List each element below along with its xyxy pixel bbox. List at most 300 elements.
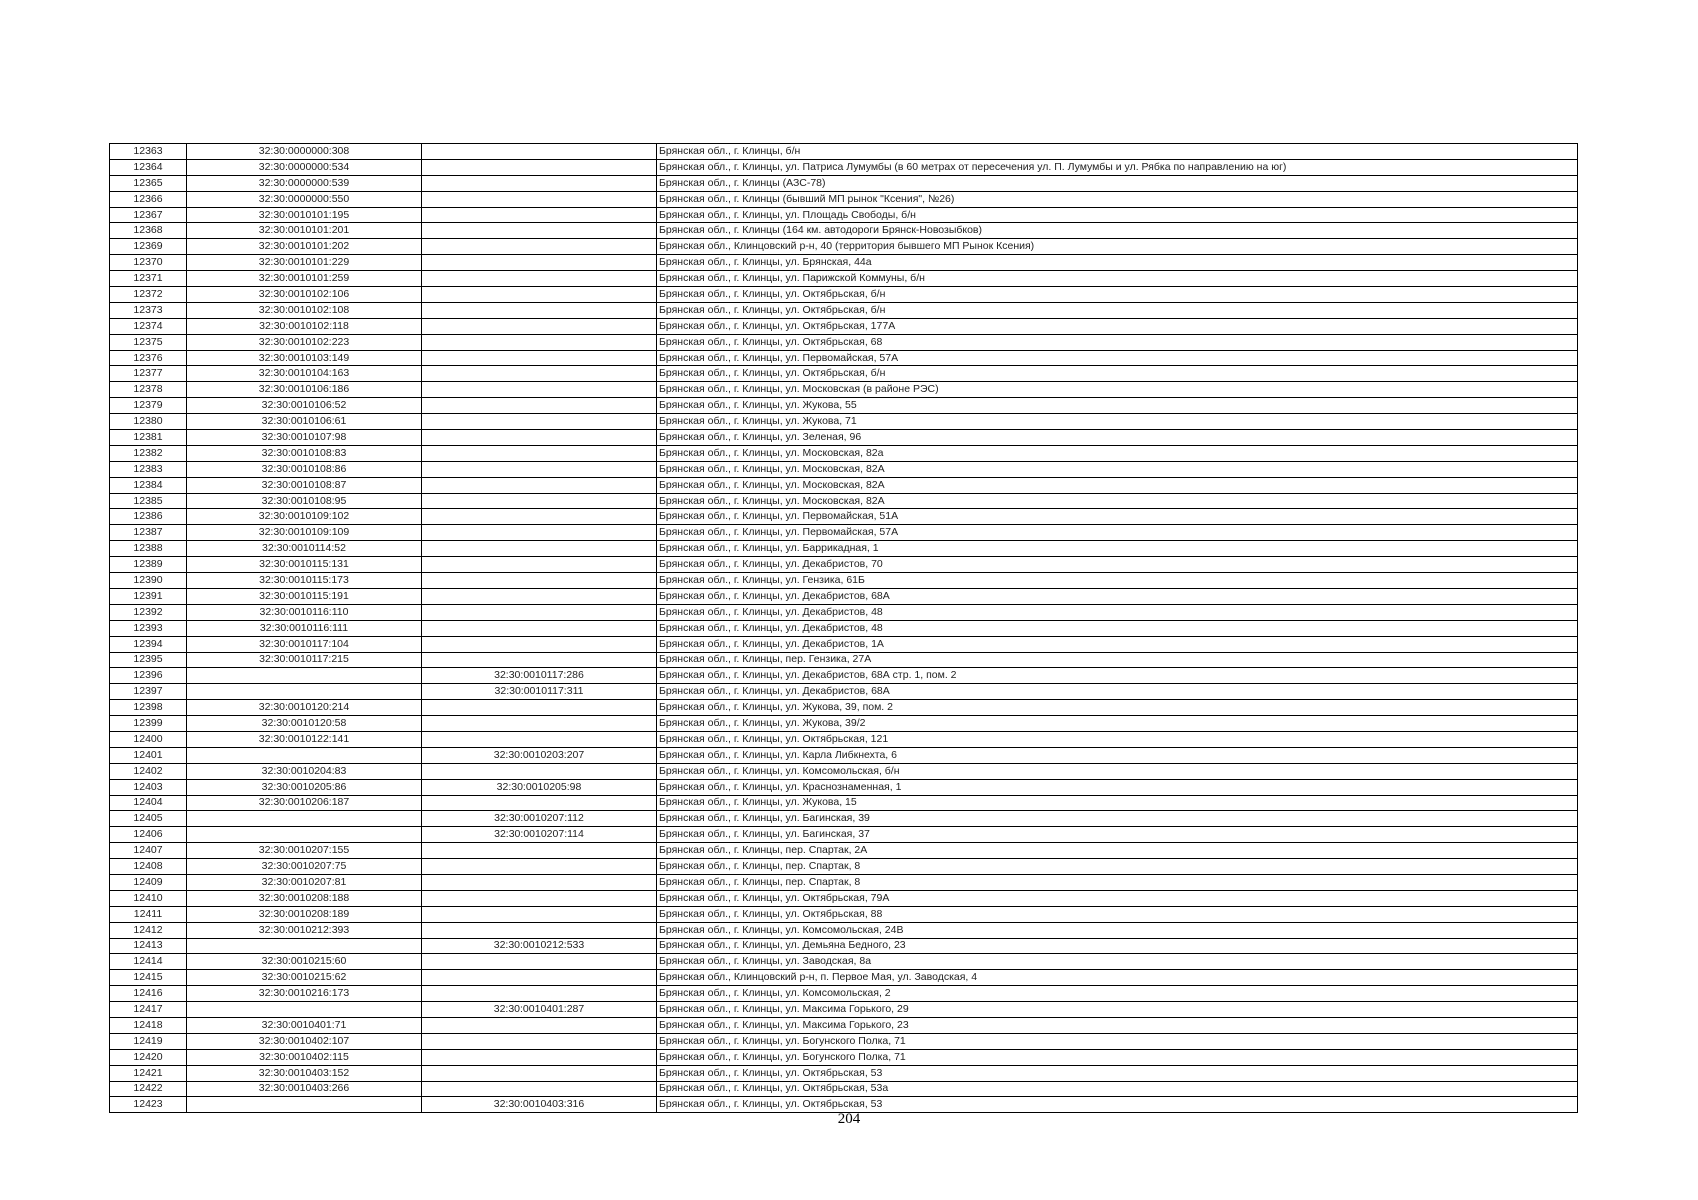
address-cell: Брянская обл., г. Клинцы, ул. Московская (в районе РЭС) [657,382,1578,398]
row-number-cell: 12400 [110,731,187,747]
row-number-cell: 12374 [110,318,187,334]
row-number-cell: 12363 [110,144,187,160]
cadastral-number-cell: 32:30:0010102:223 [187,334,422,350]
table-row [110,1049,1578,1065]
table-row [110,159,1578,175]
address-cell: Брянская обл., Клинцовский р-н, п. Первое Мая, ул. Заводская, 4 [657,970,1578,986]
cadastral-number-cell: 32:30:0010114:52 [187,541,422,557]
address-cell: Брянская обл., г. Клинцы, ул. Жукова, 39, пом. 2 [657,700,1578,716]
address-cell: Брянская обл., г. Клинцы, ул. Октябрьская, 121 [657,731,1578,747]
related-cadastral-number-cell [422,763,657,779]
row-number-cell: 12391 [110,588,187,604]
address-cell: Брянская обл., г. Клинцы, ул. Краснознаменная, 1 [657,779,1578,795]
related-cadastral-number-cell [422,287,657,303]
cadastral-number-cell: 32:30:0010102:108 [187,302,422,318]
row-number-cell: 12422 [110,1081,187,1097]
related-cadastral-number-cell [422,588,657,604]
cadastral-number-cell: 32:30:0010103:149 [187,350,422,366]
address-cell: Брянская обл., г. Клинцы, пер. Спартак, 2А [657,843,1578,859]
address-cell: Брянская обл., г. Клинцы, ул. Зеленая, 96 [657,430,1578,446]
address-cell: Брянская обл., г. Клинцы, ул. Площадь Свободы, б/н [657,207,1578,223]
address-cell: Брянская обл., г. Клинцы, ул. Багинская, 39 [657,811,1578,827]
cadastral-number-cell: 32:30:0010106:186 [187,382,422,398]
table-row [110,1017,1578,1033]
cadastral-number-cell [187,684,422,700]
cadastral-number-cell [187,1002,422,1018]
row-number-cell: 12369 [110,239,187,255]
address-cell: Брянская обл., г. Клинцы, ул. Багинская, 37 [657,827,1578,843]
related-cadastral-number-cell [422,334,657,350]
address-cell: Брянская обл., г. Клинцы, пер. Гензика, 27А [657,652,1578,668]
row-number-cell: 12379 [110,398,187,414]
table-row [110,636,1578,652]
cadastral-number-cell: 32:30:0010120:58 [187,716,422,732]
table-row [110,271,1578,287]
property-register-table [109,143,1578,1113]
cadastral-number-cell: 32:30:0010108:87 [187,477,422,493]
address-cell: Брянская обл., г. Клинцы, ул. Московская, 82А [657,493,1578,509]
table-row [110,430,1578,446]
address-cell: Брянская обл., г. Клинцы, ул. Заводская, 8а [657,954,1578,970]
address-cell: Брянская обл., г. Клинцы, ул. Комсомольская, 24В [657,922,1578,938]
cadastral-number-cell: 32:30:0010101:229 [187,255,422,271]
row-number-cell: 12407 [110,843,187,859]
related-cadastral-number-cell [422,271,657,287]
address-cell: Брянская обл., г. Клинцы, ул. Карла Либкнехта, 6 [657,747,1578,763]
related-cadastral-number-cell [422,207,657,223]
related-cadastral-number-cell [422,652,657,668]
cadastral-number-cell: 32:30:0010403:152 [187,1065,422,1081]
related-cadastral-number-cell: 32:30:0010401:287 [422,1002,657,1018]
related-cadastral-number-cell: 32:30:0010403:316 [422,1097,657,1113]
row-number-cell: 12395 [110,652,187,668]
table-row [110,350,1578,366]
related-cadastral-number-cell: 32:30:0010117:286 [422,668,657,684]
page-number: 204 [837,1111,861,1127]
address-cell: Брянская обл., г. Клинцы (164 км. автодороги Брянск-Новозыбков) [657,223,1578,239]
address-cell: Брянская обл., г. Клинцы, ул. Декабристов, 1А [657,636,1578,652]
table-row [110,398,1578,414]
related-cadastral-number-cell [422,144,657,160]
table-row [110,1081,1578,1097]
address-cell: Брянская обл., г. Клинцы, ул. Декабристов, 48 [657,604,1578,620]
cadastral-number-cell: 32:30:0000000:308 [187,144,422,160]
related-cadastral-number-cell [422,541,657,557]
table-row [110,255,1578,271]
related-cadastral-number-cell [422,477,657,493]
related-cadastral-number-cell [422,874,657,890]
table-row [110,1065,1578,1081]
table-row [110,144,1578,160]
row-number-cell: 12367 [110,207,187,223]
row-number-cell: 12366 [110,191,187,207]
row-number-cell: 12417 [110,1002,187,1018]
related-cadastral-number-cell: 32:30:0010205:98 [422,779,657,795]
row-number-cell: 12401 [110,747,187,763]
address-cell: Брянская обл., г. Клинцы, ул. Октябрьская, 68 [657,334,1578,350]
table-row [110,207,1578,223]
related-cadastral-number-cell [422,175,657,191]
related-cadastral-number-cell [422,430,657,446]
address-cell: Брянская обл., г. Клинцы, ул. Декабристов, 68А [657,684,1578,700]
cadastral-number-cell: 32:30:0010101:202 [187,239,422,255]
table-row [110,175,1578,191]
related-cadastral-number-cell: 32:30:0010203:207 [422,747,657,763]
cadastral-number-cell: 32:30:0010215:62 [187,970,422,986]
related-cadastral-number-cell [422,890,657,906]
related-cadastral-number-cell [422,493,657,509]
cadastral-number-cell: 32:30:0010116:111 [187,620,422,636]
row-number-cell: 12418 [110,1017,187,1033]
cadastral-number-cell [187,668,422,684]
row-number-cell: 12416 [110,986,187,1002]
related-cadastral-number-cell [422,1065,657,1081]
related-cadastral-number-cell [422,843,657,859]
related-cadastral-number-cell [422,318,657,334]
related-cadastral-number-cell [422,366,657,382]
row-number-cell: 12408 [110,859,187,875]
cadastral-number-cell: 32:30:0010116:110 [187,604,422,620]
related-cadastral-number-cell [422,414,657,430]
cadastral-number-cell: 32:30:0000000:534 [187,159,422,175]
address-cell: Брянская обл., г. Клинцы, ул. Первомайская, 51А [657,509,1578,525]
row-number-cell: 12398 [110,700,187,716]
address-cell: Брянская обл., г. Клинцы, ул. Декабристов, 48 [657,620,1578,636]
cadastral-number-cell: 32:30:0010208:189 [187,906,422,922]
related-cadastral-number-cell [422,557,657,573]
related-cadastral-number-cell [422,382,657,398]
table-row [110,620,1578,636]
address-cell: Брянская обл., г. Клинцы, ул. Гензика, 61Б [657,573,1578,589]
related-cadastral-number-cell [422,1033,657,1049]
row-number-cell: 12375 [110,334,187,350]
cadastral-number-cell: 32:30:0010120:214 [187,700,422,716]
row-number-cell: 12382 [110,445,187,461]
cadastral-number-cell: 32:30:0010101:195 [187,207,422,223]
row-number-cell: 12373 [110,302,187,318]
table-row [110,922,1578,938]
address-cell: Брянская обл., г. Клинцы, ул. Жукова, 71 [657,414,1578,430]
table-row [110,588,1578,604]
table-row [110,700,1578,716]
related-cadastral-number-cell [422,906,657,922]
row-number-cell: 12423 [110,1097,187,1113]
table-row [110,302,1578,318]
address-cell: Брянская обл., г. Клинцы, ул. Октябрьская, б/н [657,302,1578,318]
address-cell: Брянская обл., г. Клинцы, ул. Жукова, 39/2 [657,716,1578,732]
table-row [110,890,1578,906]
cadastral-number-cell: 32:30:0010212:393 [187,922,422,938]
address-cell: Брянская обл., г. Клинцы, б/н [657,144,1578,160]
table-row [110,843,1578,859]
cadastral-number-cell [187,827,422,843]
table-row [110,827,1578,843]
row-number-cell: 12389 [110,557,187,573]
row-number-cell: 12378 [110,382,187,398]
cadastral-number-cell: 32:30:0010106:61 [187,414,422,430]
table-row [110,779,1578,795]
row-number-cell: 12381 [110,430,187,446]
related-cadastral-number-cell [422,1049,657,1065]
address-cell: Брянская обл., г. Клинцы, ул. Московская, 82А [657,477,1578,493]
table-row [110,414,1578,430]
table-row [110,318,1578,334]
address-cell: Брянская обл., г. Клинцы, ул. Октябрьская, 79А [657,890,1578,906]
row-number-cell: 12397 [110,684,187,700]
table-row [110,747,1578,763]
table-row [110,1033,1578,1049]
row-number-cell: 12372 [110,287,187,303]
related-cadastral-number-cell [422,398,657,414]
address-cell: Брянская обл., г. Клинцы, ул. Парижской Коммуны, б/н [657,271,1578,287]
address-cell: Брянская обл., г. Клинцы (АЗС-78) [657,175,1578,191]
related-cadastral-number-cell [422,1017,657,1033]
row-number-cell: 12414 [110,954,187,970]
row-number-cell: 12402 [110,763,187,779]
related-cadastral-number-cell [422,970,657,986]
cadastral-number-cell: 32:30:0000000:539 [187,175,422,191]
row-number-cell: 12419 [110,1033,187,1049]
table-row [110,811,1578,827]
table-row [110,1002,1578,1018]
related-cadastral-number-cell [422,795,657,811]
row-number-cell: 12386 [110,509,187,525]
cadastral-number-cell: 32:30:0010101:259 [187,271,422,287]
row-number-cell: 12409 [110,874,187,890]
row-number-cell: 12404 [110,795,187,811]
address-cell: Брянская обл., г. Клинцы, ул. Максима Горького, 23 [657,1017,1578,1033]
table-row [110,716,1578,732]
table-row [110,191,1578,207]
table-row [110,239,1578,255]
table-row [110,334,1578,350]
row-number-cell: 12388 [110,541,187,557]
address-cell: Брянская обл., г. Клинцы (бывший МП рынок "Ксения", №26) [657,191,1578,207]
cadastral-number-cell: 32:30:0010104:163 [187,366,422,382]
cadastral-number-cell: 32:30:0010109:102 [187,509,422,525]
row-number-cell: 12387 [110,525,187,541]
cadastral-number-cell: 32:30:0010106:52 [187,398,422,414]
address-cell: Брянская обл., г. Клинцы, ул. Октябрьская, б/н [657,287,1578,303]
table-row [110,970,1578,986]
table-row [110,223,1578,239]
row-number-cell: 12399 [110,716,187,732]
cadastral-number-cell [187,747,422,763]
related-cadastral-number-cell [422,986,657,1002]
table-row [110,287,1578,303]
table-row [110,557,1578,573]
row-number-cell: 12415 [110,970,187,986]
cadastral-number-cell: 32:30:0010108:86 [187,461,422,477]
related-cadastral-number-cell [422,1081,657,1097]
table-row [110,573,1578,589]
address-cell: Брянская обл., г. Клинцы, ул. Октябрьская, 88 [657,906,1578,922]
related-cadastral-number-cell [422,525,657,541]
address-cell: Брянская обл., г. Клинцы, ул. Московская, 82А [657,461,1578,477]
address-cell: Брянская обл., г. Клинцы, ул. Октябрьская, б/н [657,366,1578,382]
row-number-cell: 12370 [110,255,187,271]
address-cell: Брянская обл., г. Клинцы, ул. Максима Горького, 29 [657,1002,1578,1018]
address-cell: Брянская обл., г. Клинцы, ул. Богунского Полка, 71 [657,1049,1578,1065]
address-cell: Брянская обл., г. Клинцы, ул. Брянская, 44а [657,255,1578,271]
row-number-cell: 12405 [110,811,187,827]
cadastral-number-cell: 32:30:0010115:173 [187,573,422,589]
row-number-cell: 12393 [110,620,187,636]
address-cell: Брянская обл., г. Клинцы, ул. Московская, 82а [657,445,1578,461]
related-cadastral-number-cell [422,922,657,938]
table-row [110,859,1578,875]
address-cell: Брянская обл., г. Клинцы, ул. Декабристов, 68А [657,588,1578,604]
address-cell: Брянская обл., г. Клинцы, ул. Декабристов, 70 [657,557,1578,573]
cadastral-number-cell: 32:30:0010206:187 [187,795,422,811]
table-row [110,938,1578,954]
row-number-cell: 12413 [110,938,187,954]
related-cadastral-number-cell: 32:30:0010117:311 [422,684,657,700]
address-cell: Брянская обл., г. Клинцы, ул. Первомайская, 57А [657,525,1578,541]
cadastral-number-cell: 32:30:0010208:188 [187,890,422,906]
cadastral-number-cell [187,811,422,827]
cadastral-number-cell: 32:30:0010108:83 [187,445,422,461]
cadastral-number-cell: 32:30:0010101:201 [187,223,422,239]
table-row [110,986,1578,1002]
cadastral-number-cell: 32:30:0010102:106 [187,287,422,303]
cadastral-number-cell: 32:30:0010403:266 [187,1081,422,1097]
row-number-cell: 12394 [110,636,187,652]
related-cadastral-number-cell: 32:30:0010212:533 [422,938,657,954]
cadastral-number-cell: 32:30:0010107:98 [187,430,422,446]
table-row [110,906,1578,922]
address-cell: Брянская обл., г. Клинцы, ул. Комсомольская, 2 [657,986,1578,1002]
related-cadastral-number-cell [422,636,657,652]
cadastral-number-cell: 32:30:0010207:155 [187,843,422,859]
row-number-cell: 12421 [110,1065,187,1081]
table-row [110,461,1578,477]
related-cadastral-number-cell [422,191,657,207]
related-cadastral-number-cell [422,223,657,239]
table-row [110,684,1578,700]
related-cadastral-number-cell [422,859,657,875]
cadastral-number-cell: 32:30:0010109:109 [187,525,422,541]
row-number-cell: 12396 [110,668,187,684]
table-row [110,382,1578,398]
cadastral-number-cell: 32:30:0010402:115 [187,1049,422,1065]
address-cell: Брянская обл., г. Клинцы, ул. Патриса Лумумбы (в 60 метрах от пересечения ул. П. Лумумбы и ул. Рябка по направлению на юг) [657,159,1578,175]
address-cell: Брянская обл., г. Клинцы, ул. Баррикадная, 1 [657,541,1578,557]
table-row [110,668,1578,684]
cadastral-number-cell: 32:30:0010115:191 [187,588,422,604]
table-row [110,604,1578,620]
related-cadastral-number-cell [422,620,657,636]
related-cadastral-number-cell [422,302,657,318]
table-row [110,509,1578,525]
address-cell: Брянская обл., г. Клинцы, ул. Демьяна Бедного, 23 [657,938,1578,954]
row-number-cell: 12385 [110,493,187,509]
table-row [110,366,1578,382]
related-cadastral-number-cell [422,461,657,477]
row-number-cell: 12377 [110,366,187,382]
related-cadastral-number-cell [422,445,657,461]
table-row [110,731,1578,747]
address-cell: Брянская обл., г. Клинцы, ул. Жукова, 55 [657,398,1578,414]
address-cell: Брянская обл., г. Клинцы, ул. Октябрьская, 177А [657,318,1578,334]
cadastral-number-cell: 32:30:0010207:75 [187,859,422,875]
cadastral-number-cell: 32:30:0010102:118 [187,318,422,334]
cadastral-number-cell: 32:30:0010216:173 [187,986,422,1002]
cadastral-number-cell: 32:30:0010108:95 [187,493,422,509]
row-number-cell: 12376 [110,350,187,366]
address-cell: Брянская обл., г. Клинцы, ул. Декабристов, 68А стр. 1, пом. 2 [657,668,1578,684]
cadastral-number-cell: 32:30:0010117:215 [187,652,422,668]
cadastral-number-cell [187,938,422,954]
table-row [110,477,1578,493]
address-cell: Брянская обл., г. Клинцы, ул. Жукова, 15 [657,795,1578,811]
related-cadastral-number-cell [422,573,657,589]
cadastral-number-cell: 32:30:0010207:81 [187,874,422,890]
related-cadastral-number-cell: 32:30:0010207:114 [422,827,657,843]
related-cadastral-number-cell [422,350,657,366]
row-number-cell: 12365 [110,175,187,191]
related-cadastral-number-cell [422,239,657,255]
row-number-cell: 12411 [110,906,187,922]
address-cell: Брянская обл., г. Клинцы, пер. Спартак, 8 [657,874,1578,890]
related-cadastral-number-cell [422,509,657,525]
related-cadastral-number-cell [422,731,657,747]
related-cadastral-number-cell [422,716,657,732]
cadastral-number-cell: 32:30:0000000:550 [187,191,422,207]
row-number-cell: 12390 [110,573,187,589]
table-row [110,652,1578,668]
related-cadastral-number-cell [422,255,657,271]
row-number-cell: 12380 [110,414,187,430]
cadastral-number-cell: 32:30:0010402:107 [187,1033,422,1049]
row-number-cell: 12403 [110,779,187,795]
related-cadastral-number-cell [422,604,657,620]
table-row [110,795,1578,811]
related-cadastral-number-cell [422,700,657,716]
row-number-cell: 12406 [110,827,187,843]
row-number-cell: 12364 [110,159,187,175]
address-cell: Брянская обл., г. Клинцы, ул. Первомайская, 57А [657,350,1578,366]
address-cell: Брянская обл., г. Клинцы, ул. Комсомольская, б/н [657,763,1578,779]
row-number-cell: 12371 [110,271,187,287]
table-row [110,525,1578,541]
cadastral-number-cell: 32:30:0010215:60 [187,954,422,970]
register-body [110,144,1578,1113]
row-number-cell: 12384 [110,477,187,493]
table-row [110,445,1578,461]
table-row [110,954,1578,970]
row-number-cell: 12368 [110,223,187,239]
row-number-cell: 12392 [110,604,187,620]
related-cadastral-number-cell [422,159,657,175]
cadastral-number-cell: 32:30:0010115:131 [187,557,422,573]
cadastral-number-cell: 32:30:0010122:141 [187,731,422,747]
related-cadastral-number-cell: 32:30:0010207:112 [422,811,657,827]
row-number-cell: 12410 [110,890,187,906]
cadastral-number-cell: 32:30:0010205:86 [187,779,422,795]
address-cell: Брянская обл., г. Клинцы, ул. Октябрьская, 53а [657,1081,1578,1097]
cadastral-number-cell: 32:30:0010204:83 [187,763,422,779]
table-row [110,493,1578,509]
address-cell: Брянская обл., г. Клинцы, ул. Октябрьская, 53 [657,1097,1578,1113]
address-cell: Брянская обл., г. Клинцы, пер. Спартак, 8 [657,859,1578,875]
row-number-cell: 12412 [110,922,187,938]
address-cell: Брянская обл., г. Клинцы, ул. Богунского Полка, 71 [657,1033,1578,1049]
cadastral-number-cell: 32:30:0010401:71 [187,1017,422,1033]
table-row [110,541,1578,557]
related-cadastral-number-cell [422,954,657,970]
address-cell: Брянская обл., г. Клинцы, ул. Октябрьская, 53 [657,1065,1578,1081]
